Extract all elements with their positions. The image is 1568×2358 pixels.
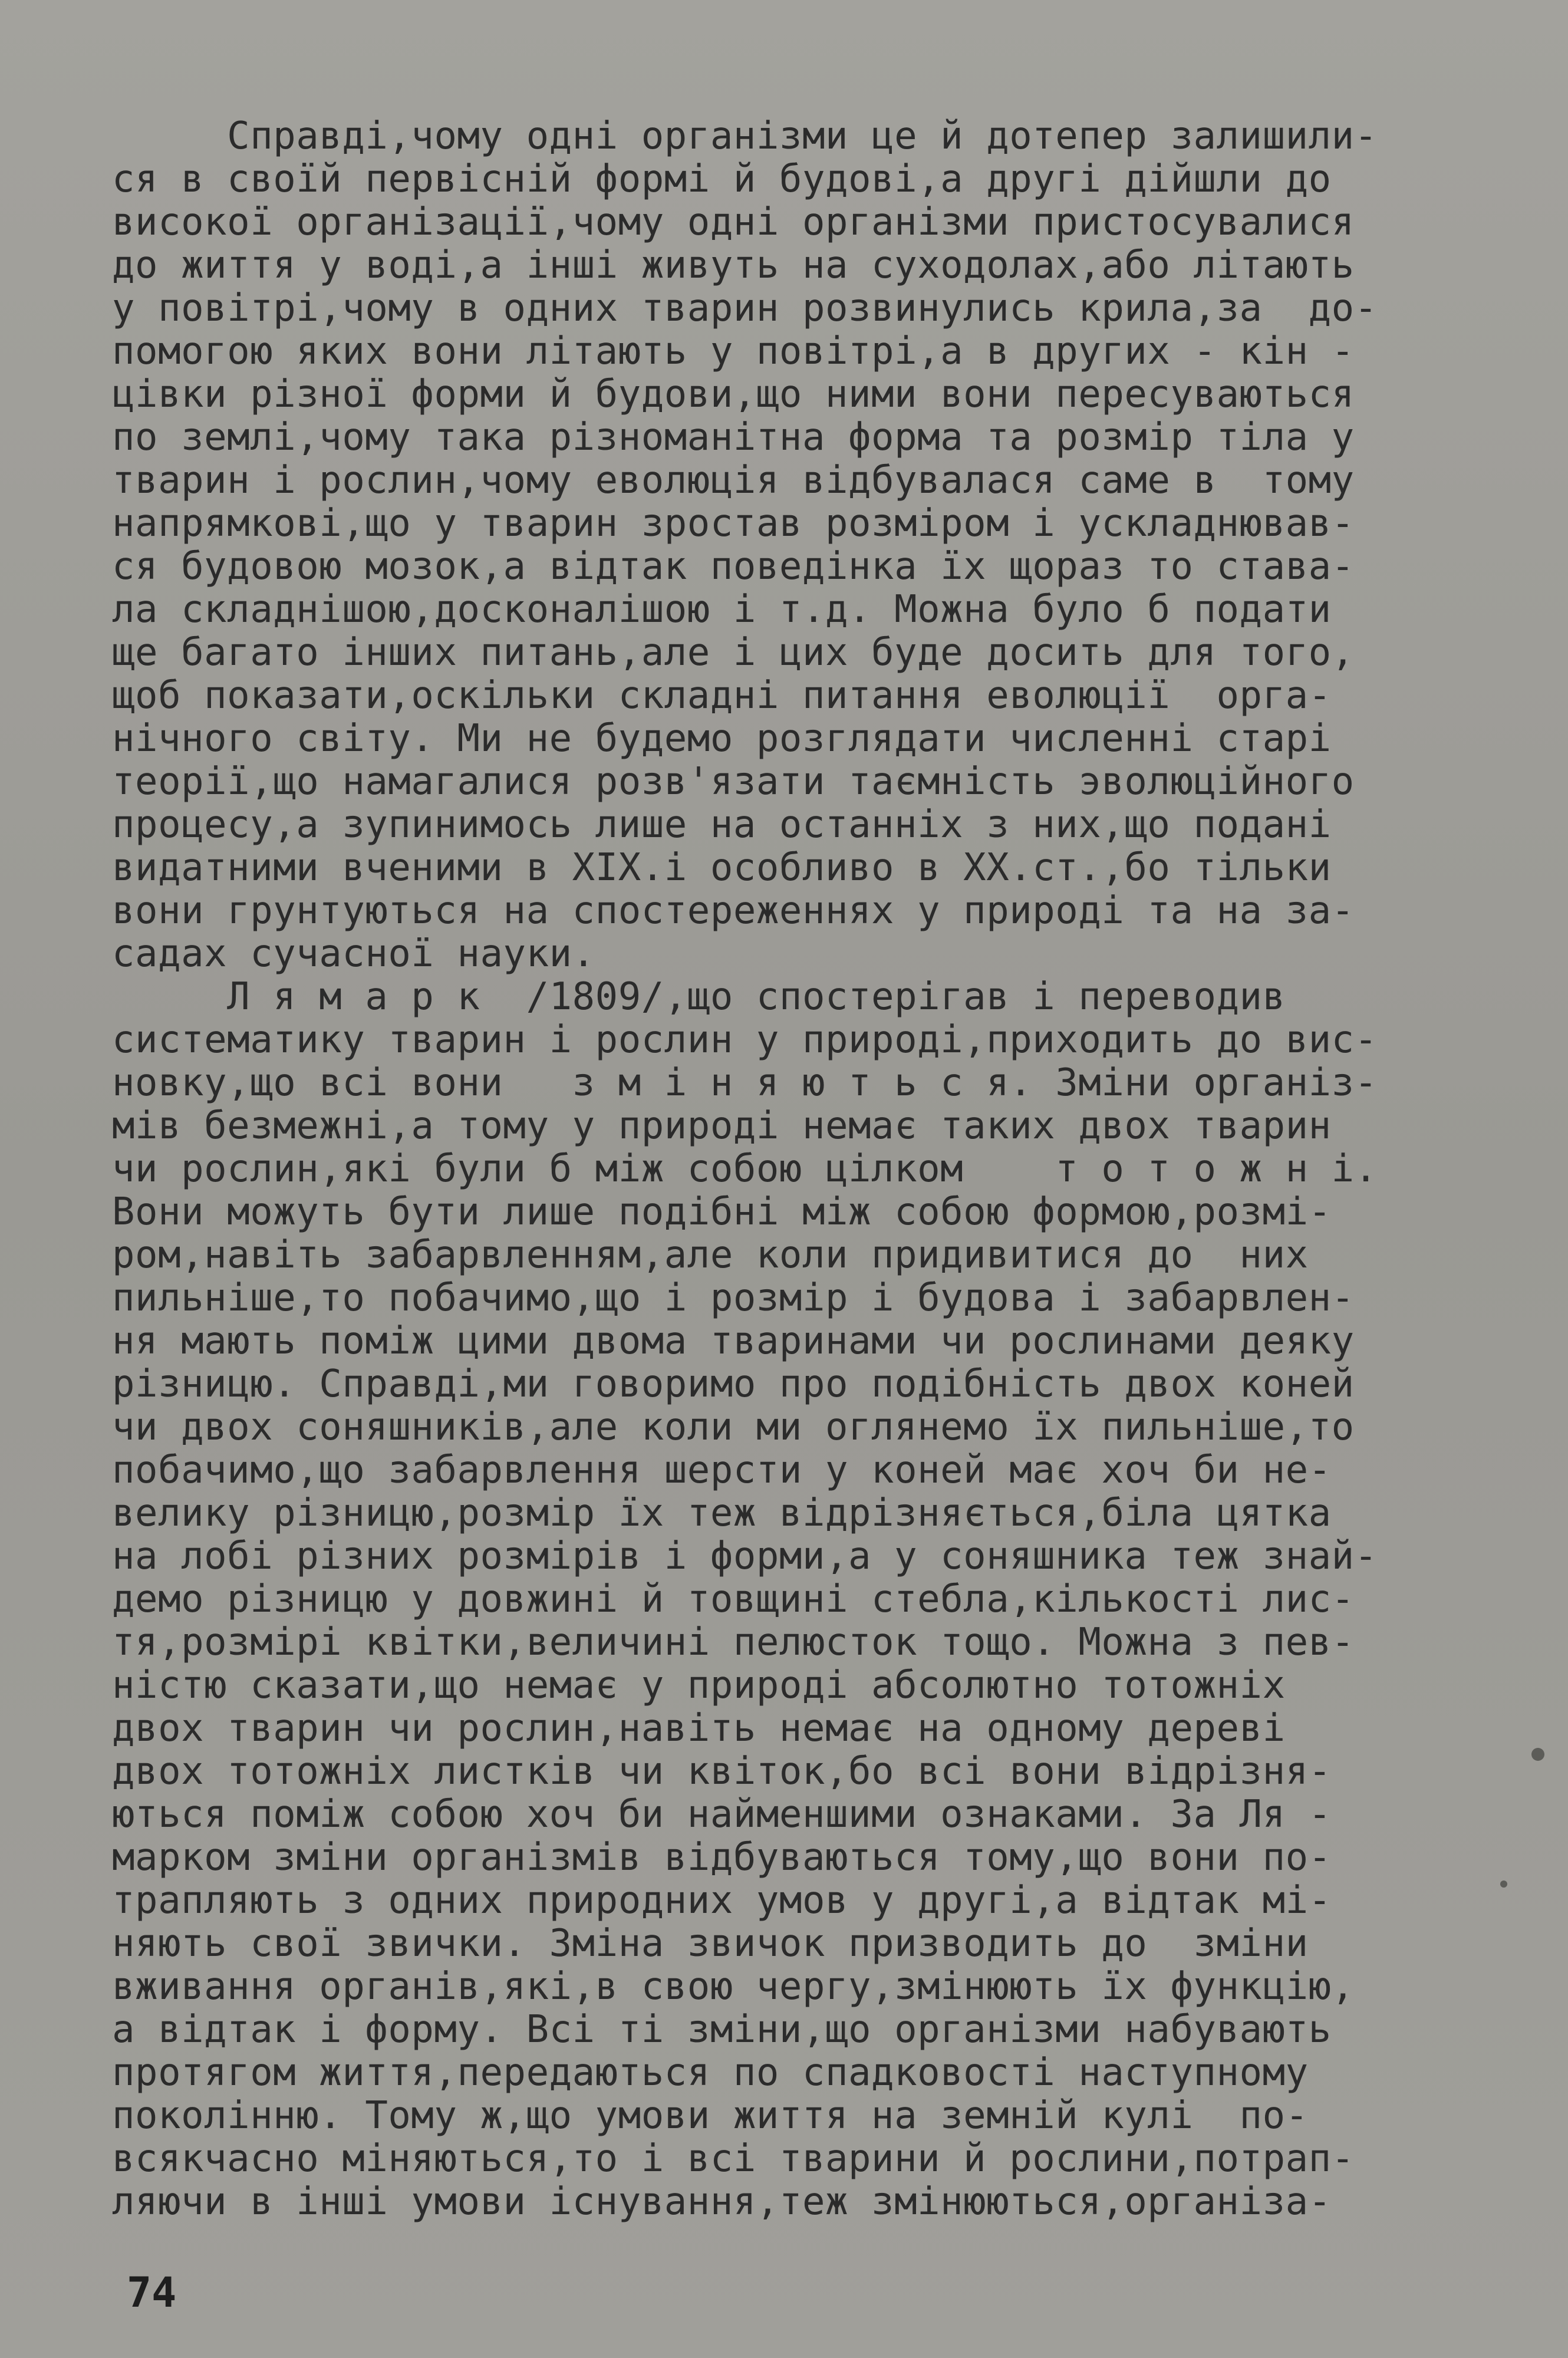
text-line: ся в своїй первісній формі й будові,а другі дійшли до <box>112 157 1332 201</box>
text-line: ром,навіть забарвленням,але коли придивитися до них <box>112 1233 1309 1277</box>
text-line: щоб показати,оскільки складні питання еволюції орга- <box>112 674 1332 717</box>
text-line: вони грунтуються на спостереженнях у природі та на за- <box>112 889 1355 933</box>
text-line: демо різницю у довжині й товщині стебла,кількості лис- <box>112 1578 1355 1621</box>
text-line: двох тотожніх листків чи квіток,бо всі вони відрізня- <box>112 1750 1332 1793</box>
text-line: поколінню. Тому ж,що умови життя на земній кулі по- <box>112 2094 1309 2138</box>
text-line: тя,розмірі квітки,величині пелюсток тощо. Можна з пев- <box>112 1621 1355 1664</box>
text-line: мів безмежні,а тому у природі немає таких двох тварин <box>112 1104 1332 1148</box>
text-line: чи двох соняшників,але коли ми оглянемо їх пильніше,то <box>112 1405 1355 1449</box>
text-line: цівки різної форми й будови,що ними вони пересуваються <box>112 373 1355 416</box>
text-line: систематику тварин і рослин у природі,приходить до вис- <box>112 1018 1378 1062</box>
text-line: нічного світу. Ми не будемо розглядати численні старі <box>112 717 1332 760</box>
text-line: новку,що всі вони з м і н я ю т ь с я. Зміни організ- <box>112 1061 1378 1105</box>
text-line: всякчасно міняються,то і всі тварини й рослини,потрап- <box>112 2137 1355 2181</box>
text-line: побачимо,що забарвлення шерсти у коней має хоч би не- <box>112 1448 1332 1492</box>
text-line: напрямкові,що у тварин зростав розміром і ускладнював- <box>112 502 1355 545</box>
text-line: двох тварин чи рослин,навіть немає на одному дереві <box>112 1707 1286 1750</box>
text-line: Вони можуть бути лише подібні між собою формою,розмі- <box>112 1190 1332 1234</box>
text-line: велику різницю,розмір їх теж відрізняється,біла цятка <box>112 1491 1332 1535</box>
text-line: ляючи в інші умови існування,теж змінюються,організа- <box>112 2180 1332 2224</box>
text-line: марком зміни організмів відбуваються тому,що вони по- <box>112 1836 1332 1879</box>
text-line: тварин і рослин,чому еволюція відбувалася саме в тому <box>112 459 1355 502</box>
text-line: помогою яких вони літають у повітрі,а в других - кін - <box>112 330 1355 373</box>
text-line: а відтак і форму. Всі ті зміни,що організми набувають <box>112 2008 1332 2051</box>
page-number: 74 <box>127 2268 177 2317</box>
text-line: ня мають поміж цими двома тваринами чи рослинами деяку <box>112 1319 1355 1363</box>
ink-spot <box>1500 1881 1507 1888</box>
text-line: трапляють з одних природних умов у другі,а відтак мі- <box>112 1879 1332 1922</box>
text-line: процесу,а зупинимось лише на останніх з них,що подані <box>112 803 1332 847</box>
text-line: на лобі різних розмірів і форми,а у соняшника теж знай- <box>112 1534 1378 1578</box>
text-line: няють свої звички. Зміна звичок призводить до зміни <box>112 1922 1309 1965</box>
body-text <box>112 115 1485 2224</box>
text-line: протягом життя,передаються по спадковості наступному <box>112 2051 1309 2094</box>
text-line: ються поміж собою хоч би найменшими ознаками. За Ля - <box>112 1793 1332 1836</box>
text-line: до життя у воді,а інші живуть на суходолах,або літають <box>112 243 1355 287</box>
text-line: пильніше,то побачимо,що і розмір і будова і забарвлен- <box>112 1276 1355 1320</box>
text-line: у повітрі,чому в одних тварин розвинулись крила,за до- <box>112 286 1378 330</box>
text-line: теорії,що намагалися розв'язати таємність эволюційного <box>112 760 1355 803</box>
text-line: ністю сказати,що немає у природі абсолютно тотожніх <box>112 1664 1286 1707</box>
text-line: вживання органів,які,в свою чергу,змінюють їх функцію, <box>112 1965 1355 2008</box>
text-line: по землі,чому така різноманітна форма та розмір тіла у <box>112 416 1355 459</box>
text-line: Справді,чому одні організми це й дотепер залишили- <box>112 114 1378 158</box>
text-line: високої організації,чому одні організми пристосувалися <box>112 200 1355 244</box>
ink-spot <box>1531 1748 1544 1761</box>
text-line: садах сучасної науки. <box>112 932 595 976</box>
text-line: Л я м а р к /1809/,що спостерігав і переводив <box>112 975 1286 1019</box>
text-line: ся будовою мозок,а відтак поведінка їх щораз то става- <box>112 545 1355 588</box>
text-line: різницю. Справді,ми говоримо про подібність двох коней <box>112 1362 1355 1406</box>
text-line: ще багато інших питань,але і цих буде досить для того, <box>112 631 1355 674</box>
text-line: видатними вченими в XIX.і особливо в XX.ст.,бо тільки <box>112 846 1332 890</box>
text-line: чи рослин,які були б між собою цілком т о т о ж н і. <box>112 1147 1378 1191</box>
text-line: ла складнішою,досконалішою і т.д. Можна було б подати <box>112 588 1332 631</box>
